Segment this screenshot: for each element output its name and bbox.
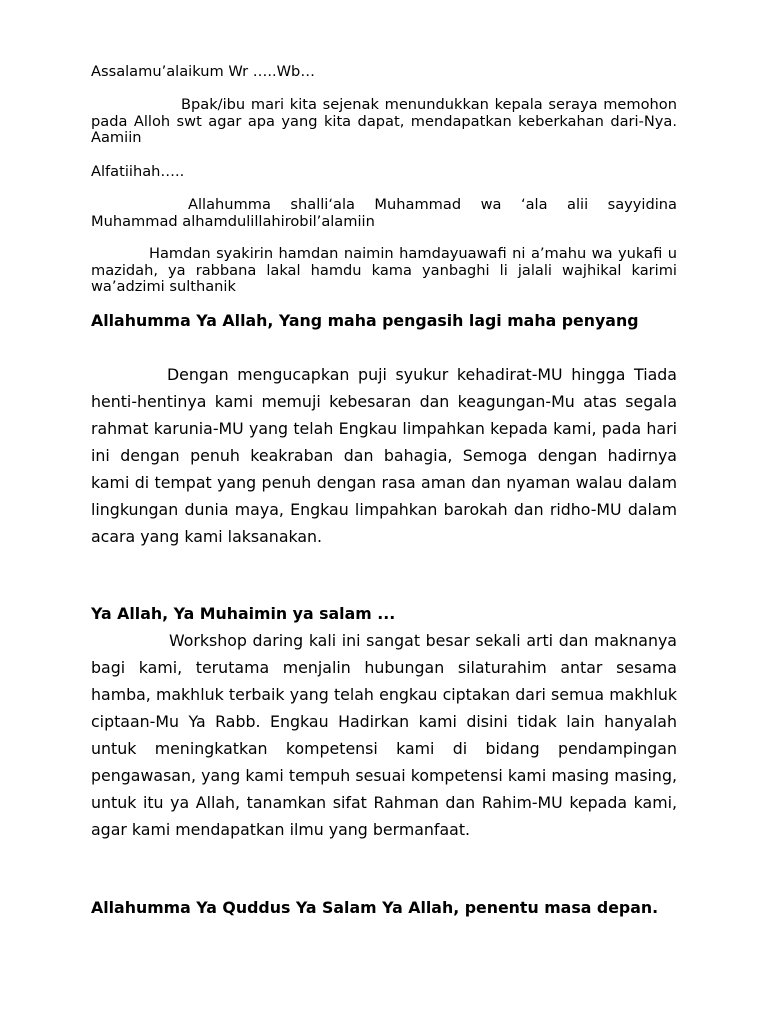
shalawat-paragraph: Allahumma shalli‘ala Muhammad wa ‘ala alii sayyidina Muhammad alhamdulillahirobil’alamiin <box>91 196 677 230</box>
prayer-heading-3: Allahumma Ya Quddus Ya Salam Ya Allah, penentu masa depan. <box>91 898 659 917</box>
alfatihah-line: Alfatiihah….. <box>91 163 185 180</box>
prayer-heading-1: Allahumma Ya Allah, Yang maha pengasih lagi maha penyang <box>91 311 639 330</box>
prayer-heading-2: Ya Allah, Ya Muhaimin ya salam ... <box>91 604 396 623</box>
hamdan-paragraph: Hamdan syakirin hamdan naimin hamdayuawafi ni a’mahu wa yukafi u mazidah, ya rabbana lakal hamdu kama yanbaghi li jalali wajhikal karimi wa’adzimi sulthanik <box>91 245 677 296</box>
greeting-line: Assalamu’alaikum Wr …..Wb… <box>91 63 315 80</box>
prayer-paragraph-1: Dengan mengucapkan puji syukur kehadirat-MU hingga Tiada henti-hentinya kami memuji kebesaran dan keagungan-Mu atas segala rahmat karunia-MU yang telah Engkau limpahkan kepada kami, pada hari ini dengan penuh keakraban dan bahagia, Semoga dengan hadirnya kami di tempat yang penuh dengan rasa aman dan nyaman walau dalam lingkungan dunia maya, Engkau limpahkan barokah dan ridho-MU dalam acara yang kami laksanakan. <box>91 365 677 546</box>
opening-paragraph: Bpak/ibu mari kita sejenak menundukkan kepala seraya memohon pada Alloh swt agar apa yang kita dapat, mendapatkan keberkahan dari-Nya. Aamiin <box>91 96 677 147</box>
prayer-paragraph-2: Workshop daring kali ini sangat besar sekali arti dan maknanya bagi kami, terutama menjalin hubungan silaturahim antar sesama hamba, makhluk terbaik yang telah engkau ciptakan dari semua makhluk ciptaan-Mu Ya Rabb. Engkau Hadirkan kami disini tidak lain hanyalah untuk meningkatkan kompetensi kami di bidang pendampingan pengawasan, yang kami tempuh sesuai kompetensi kami masing masing, untuk itu ya Allah, tanamkan sifat Rahman dan Rahim-MU kepada kami, agar kami mendapatkan ilmu yang bermanfaat. <box>91 631 677 839</box>
